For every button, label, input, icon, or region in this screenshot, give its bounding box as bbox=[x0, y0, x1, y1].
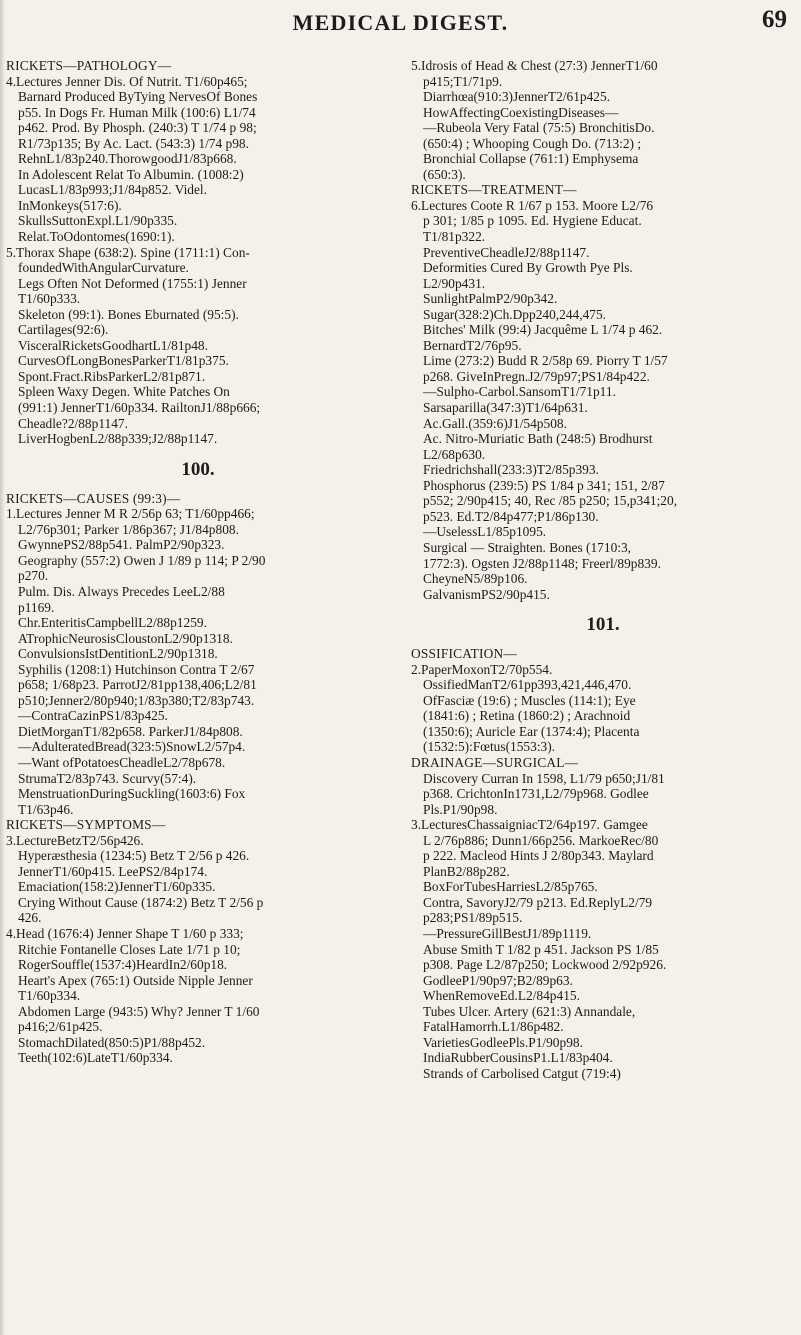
index-subentry: DietMorganT1/82p658. ParkerJ1/84p808. bbox=[18, 723, 243, 739]
index-subentry: Teeth(102:6)LateT1/60p334. bbox=[18, 1050, 173, 1066]
index-subentry: p268. GiveInPregn.J2/79p97;PS1/84p422. bbox=[423, 368, 650, 384]
index-subentry: —AdulteratedBread(323:5)SnowL2/57p4. bbox=[18, 739, 246, 755]
right-column bbox=[411, 58, 795, 1328]
index-subentry: Relat.ToOdontomes(1690:1). bbox=[18, 229, 175, 245]
index-subentry: —PressureGillBestJ1/89p1119. bbox=[423, 925, 592, 941]
index-subentry: (1532:5):Fœtus(1553:3). bbox=[423, 739, 556, 755]
index-subentry: GalvanismPS2/90p415. bbox=[423, 586, 550, 602]
index-subentry: SunlightPalmP2/90p342. bbox=[423, 291, 558, 307]
index-subentry: T1/81p322. bbox=[423, 229, 486, 245]
index-subentry: PlanB2/88p282. bbox=[423, 863, 510, 879]
index-subentry: Tubes Ulcer. Artery (621:3) Annandale, bbox=[423, 1003, 636, 1019]
index-subentry: Geography (557:2) Owen J 1/89 p 114; P 2/90 bbox=[18, 552, 266, 568]
index-subentry: L 2/76p886; Dunn1/66p256. MarkoeRec/80 bbox=[423, 832, 659, 848]
index-subentry: BoxForTubesHarriesL2/85p765. bbox=[423, 879, 598, 895]
index-entry: 5.Idrosis of Head & Chest (27:3) JennerT1/60 bbox=[411, 58, 658, 73]
index-subentry: T1/63p46. bbox=[18, 801, 74, 817]
index-subentry: VarietiesGodleePls.P1/90p98. bbox=[423, 1034, 583, 1050]
index-subentry: —UselessL1/85p1095. bbox=[423, 524, 547, 540]
index-subentry: GodleeP1/90p97;B2/89p63. bbox=[423, 972, 573, 988]
running-head: MEDICAL DIGEST. bbox=[292, 10, 509, 35]
index-subentry: FatalHamorrh.L1/86p482. bbox=[423, 1019, 564, 1035]
index-subentry: CurvesOfLongBonesParkerT1/81p375. bbox=[18, 353, 229, 369]
index-subentry: InMonkeys(517:6). bbox=[18, 197, 122, 213]
index-subentry: GwynnePS2/88p541. PalmP2/90p323. bbox=[18, 537, 225, 553]
index-subentry: (650:3). bbox=[423, 166, 466, 182]
index-subentry: Phosphorus (239:5) PS 1/84 p 341; 151, 2/87 bbox=[423, 477, 665, 493]
index-subentry: ConvulsionsIstDentitionL2/90p1318. bbox=[18, 646, 218, 662]
index-subentry: T1/60p333. bbox=[18, 291, 81, 307]
index-subentry: —Sulpho-Carbol.SansomT1/71p11. bbox=[423, 384, 616, 400]
index-heading: RICKETS—TREATMENT— bbox=[411, 182, 577, 198]
index-subentry: Deformities Cured By Growth Pye Pls. bbox=[423, 260, 633, 276]
index-subentry: Ac. Nitro-Muriatic Bath (248:5) Brodhurst bbox=[423, 431, 653, 447]
index-subentry: In Adolescent Relat To Albumin. (1008:2) bbox=[18, 166, 244, 182]
index-heading: DRAINAGE—SURGICAL— bbox=[411, 754, 579, 770]
index-subentry: Lime (273:2) Budd R 2/58p 69. Piorry T 1/57 bbox=[423, 353, 668, 369]
index-heading: RICKETS—PATHOLOGY— bbox=[6, 58, 172, 73]
index-subentry: Surgical — Straighten. Bones (1710:3, bbox=[423, 539, 632, 555]
index-subentry: Abdomen Large (943:5) Why? Jenner T 1/60 bbox=[18, 1003, 260, 1019]
index-subentry: JennerT1/60p415. LeePS2/84p174. bbox=[18, 863, 208, 879]
index-subentry: L2/90p431. bbox=[423, 275, 486, 291]
index-subentry: ATrophicNeurosisCloustonL2/90p1318. bbox=[18, 630, 233, 646]
index-entry: 1.Lectures Jenner M R 2/56p 63; T1/60pp466; bbox=[6, 506, 255, 522]
index-heading: RICKETS—CAUSES (99:3)— bbox=[6, 490, 181, 506]
index-subentry: Sugar(328:2)Ch.Dpp240,244,475. bbox=[423, 306, 606, 322]
index-subentry: LiverHogbenL2/88p339;J2/88p1147. bbox=[18, 431, 218, 447]
index-entry: 3.LecturesChassaigniacT2/64p197. Gamgee bbox=[411, 817, 648, 833]
index-subentry: Abuse Smith T 1/82 p 451. Jackson PS 1/85 bbox=[423, 941, 659, 957]
index-subentry: p 222. Macleod Hints J 2/80p343. Maylard bbox=[423, 848, 654, 864]
index-subentry: Spleen Waxy Degen. White Patches On bbox=[18, 384, 230, 400]
index-subentry: p 301; 1/85 p 1095. Ed. Hygiene Educat. bbox=[423, 213, 642, 229]
index-subentry: 1772:3). Ogsten J2/88p1148; Freerl/89p839. bbox=[423, 555, 661, 571]
index-subentry: Heart's Apex (765:1) Outside Nipple Jenner bbox=[18, 972, 253, 988]
index-subentry: Barnard Produced ByTying NervesOf Bones bbox=[18, 89, 258, 105]
page-number: 69 bbox=[762, 6, 787, 33]
index-subentry: p523. Ed.T2/84p477;P1/86p130. bbox=[423, 508, 599, 524]
index-subentry: IndiaRubberCousinsP1.L1/83p404. bbox=[423, 1050, 613, 1066]
index-heading: OSSIFICATION— bbox=[411, 646, 518, 662]
index-entry: 2.PaperMoxonT2/70p554. bbox=[411, 661, 553, 677]
index-heading: RICKETS—SYMPTOMS— bbox=[6, 817, 166, 833]
index-subentry: Strands of Carbolised Catgut (719:4) bbox=[423, 1065, 621, 1081]
index-subentry: OssifiedManT2/61pp393,421,446,470. bbox=[423, 677, 632, 693]
index-subentry: Spont.Fract.RibsParkerL2/81p871. bbox=[18, 368, 206, 384]
index-subentry: L2/68p630. bbox=[423, 446, 486, 462]
index-subentry: HowAffectingCoexistingDiseases— bbox=[423, 104, 619, 120]
index-subentry: Pls.P1/90p98. bbox=[423, 801, 498, 817]
index-subentry: —Want ofPotatoesCheadleL2/78p678. bbox=[18, 754, 226, 770]
index-subentry: CheyneN5/89p106. bbox=[423, 571, 528, 587]
index-entry: 4.Lectures Jenner Dis. Of Nutrit. T1/60p465; bbox=[6, 73, 248, 89]
index-subentry: Cheadle?2/88p1147. bbox=[18, 415, 128, 431]
index-subentry: Pulm. Dis. Always Precedes LeeL2/88 bbox=[18, 583, 225, 599]
index-entry: 6.Lectures Coote R 1/67 p 153. Moore L2/76 bbox=[411, 197, 654, 213]
index-subentry: Chr.EnteritisCampbellL2/88p1259. bbox=[18, 615, 207, 631]
index-subentry: BernardT2/76p95. bbox=[423, 337, 522, 353]
index-subentry: p416;2/61p425. bbox=[18, 1019, 103, 1035]
index-subentry: p55. In Dogs Fr. Human Milk (100:6) L1/74 bbox=[18, 104, 256, 120]
index-subentry: L2/76p301; Parker 1/86p367; J1/84p808. bbox=[18, 521, 239, 537]
left-column bbox=[6, 58, 390, 1328]
page-binding-shadow bbox=[0, 0, 5, 1335]
index-subentry: 426. bbox=[18, 910, 42, 926]
index-subentry: Discovery Curran In 1598, L1/79 p650;J1/81 bbox=[423, 770, 665, 786]
index-entry: 5.Thorax Shape (638:2). Spine (1711:1) Con- bbox=[6, 244, 250, 260]
index-subentry: (1350:6); Auricle Ear (1374:4); Placenta bbox=[423, 723, 640, 739]
index-subentry: foundedWithAngularCurvature. bbox=[18, 260, 189, 276]
index-subentry: p1169. bbox=[18, 599, 55, 615]
index-subentry: R1/73p135; By Ac. Lact. (543:3) 1/74 p98. bbox=[18, 135, 249, 151]
index-entry: 3.LectureBetzT2/56p426. bbox=[6, 832, 144, 848]
index-subentry: (650:4) ; Whooping Cough Do. (713:2) ; bbox=[423, 135, 642, 151]
index-subentry: LucasL1/83p993;J1/84p852. Videl. bbox=[18, 182, 208, 198]
index-subentry: Sarsaparilla(347:3)T1/64p631. bbox=[423, 400, 588, 416]
index-subentry: —Rubeola Very Fatal (75:5) BronchitisDo. bbox=[423, 120, 655, 136]
index-entry: 4.Head (1676:4) Jenner Shape T 1/60 p 333; bbox=[6, 925, 244, 941]
index-subentry: Contra, SavoryJ2/79 p213. Ed.ReplyL2/79 bbox=[423, 894, 653, 910]
index-subentry: Hyperæsthesia (1234:5) Betz T 2/56 p 426. bbox=[18, 848, 250, 864]
index-subentry: (991:1) JennerT1/60p334. RailtonJ1/88p666; bbox=[18, 400, 261, 416]
index-subentry: Ac.Gall.(359:6)J1/54p508. bbox=[423, 415, 567, 431]
index-subentry: p415;T1/71p9. bbox=[423, 73, 503, 89]
index-subentry: p510;Jenner2/80p940;1/83p380;T2/83p743. bbox=[18, 692, 255, 708]
index-subentry: —ContraCazinPS1/83p425. bbox=[18, 708, 168, 724]
index-subentry: Syphilis (1208:1) Hutchinson Contra T 2/67 bbox=[18, 661, 255, 677]
index-subentry: Skeleton (99:1). Bones Eburnated (95:5). bbox=[18, 306, 239, 322]
index-subentry: p368. CrichtonIn1731,L2/79p968. Godlee bbox=[423, 786, 649, 802]
index-subentry: p658; 1/68p23. ParrotJ2/81pp138,406;L2/81 bbox=[18, 677, 257, 693]
index-subentry: p270. bbox=[18, 568, 49, 584]
index-subentry: StomachDilated(850:5)P1/88p452. bbox=[18, 1034, 206, 1050]
index-subentry: Crying Without Cause (1874:2) Betz T 2/56 p bbox=[18, 894, 264, 910]
index-subentry: Friedrichshall(233:3)T2/85p393. bbox=[423, 462, 599, 478]
section-number: 101. bbox=[586, 614, 620, 636]
index-subentry: (1841:6) ; Retina (1860:2) ; Arachnoid bbox=[423, 708, 631, 724]
index-subentry: T1/60p334. bbox=[18, 988, 81, 1004]
index-subentry: Bitches' Milk (99:4) Jacquême L 1/74 p 462. bbox=[423, 322, 663, 338]
index-subentry: StrumaT2/83p743. Scurvy(57:4). bbox=[18, 770, 197, 786]
index-subentry: RehnL1/83p240.ThorowgoodJ1/83p668. bbox=[18, 151, 237, 167]
index-subentry: OfFasciæ (19:6) ; Muscles (114:1); Eye bbox=[423, 692, 636, 708]
index-subentry: VisceralRicketsGoodhartL1/81p48. bbox=[18, 337, 208, 353]
index-subentry: Cartilages(92:6). bbox=[18, 322, 109, 338]
page-header bbox=[0, 4, 801, 44]
index-subentry: p283;PS1/89p515. bbox=[423, 910, 523, 926]
index-subentry: MenstruationDuringSuckling(1603:6) Fox bbox=[18, 786, 246, 802]
index-subentry: Bronchial Collapse (761:1) Emphysema bbox=[423, 151, 639, 167]
section-number: 100. bbox=[181, 458, 215, 480]
index-subentry: Legs Often Not Deformed (1755:1) Jenner bbox=[18, 275, 247, 291]
index-subentry: WhenRemoveEd.L2/84p415. bbox=[423, 988, 580, 1004]
index-subentry: RogerSouffle(1537:4)HeardIn2/60p18. bbox=[18, 957, 228, 973]
index-subentry: Diarrhœa(910:3)JennerT2/61p425. bbox=[423, 89, 611, 105]
index-subentry: PreventiveCheadleJ2/88p1147. bbox=[423, 244, 590, 260]
index-subentry: Ritchie Fontanelle Closes Late 1/71 p 10; bbox=[18, 941, 241, 957]
index-subentry: SkullsSuttonExpl.L1/90p335. bbox=[18, 213, 178, 229]
index-subentry: p308. Page L2/87p250; Lockwood 2/92p926. bbox=[423, 957, 667, 973]
index-subentry: Emaciation(158:2)JennerT1/60p335. bbox=[18, 879, 216, 895]
index-subentry: p462. Prod. By Phosph. (240:3) T 1/74 p 98; bbox=[18, 120, 257, 136]
index-subentry: p552; 2/90p415; 40, Rec /85 p250; 15,p341;20, bbox=[423, 493, 678, 509]
